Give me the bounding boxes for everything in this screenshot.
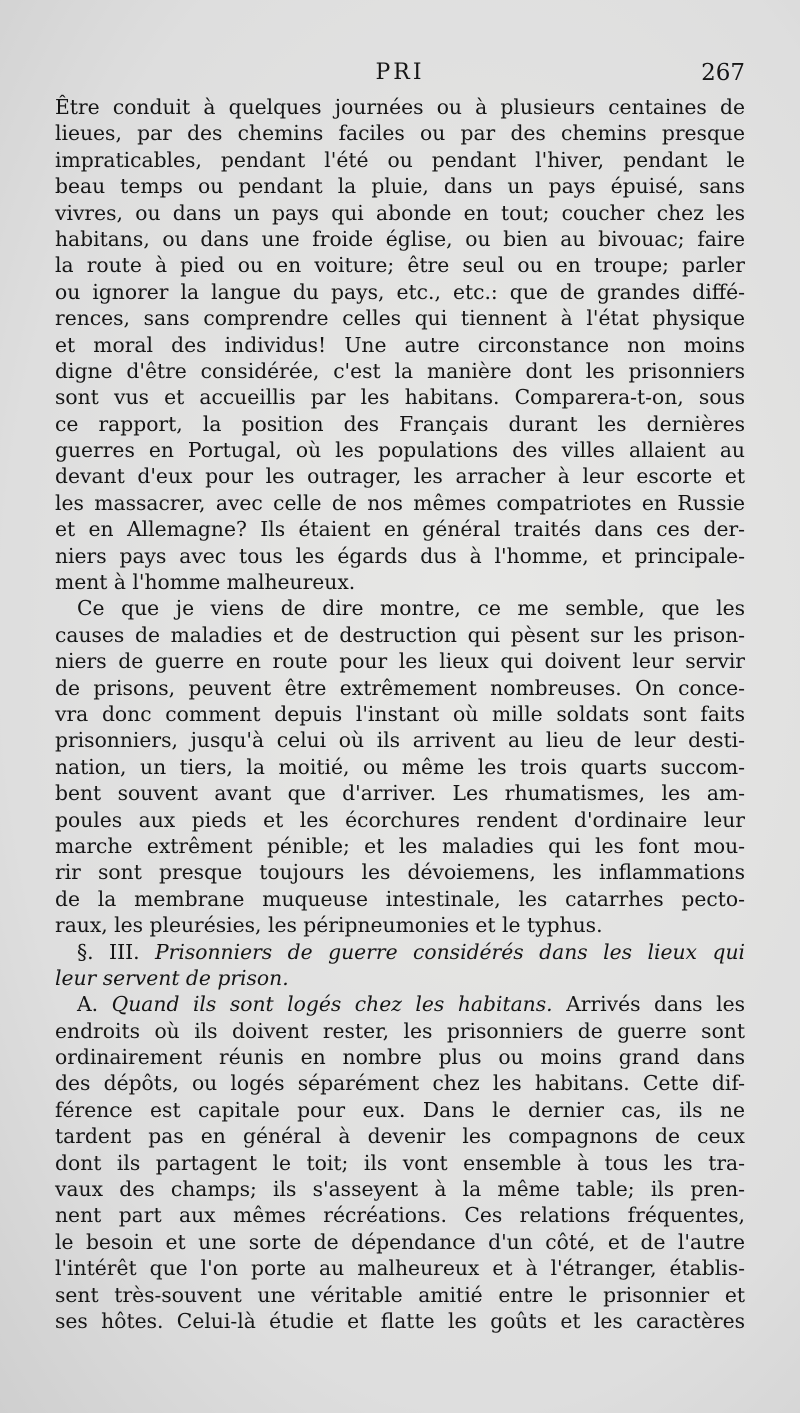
section-title: Prisonniers de guerre considérés dans les lieux qui <box>155 939 746 964</box>
text-line: beau temps ou pendant la pluie, dans un pays épuisé, sans <box>55 174 745 199</box>
text-line: ses hôtes. Celui-là étudie et flatte les goûts et les caractères <box>55 1308 745 1333</box>
text-line: raux, les pleurésies, les péripneumonies et le typhus. <box>55 913 603 938</box>
subsection-label: A. <box>77 992 99 1017</box>
text-line: devant d'eux pour les outrager, les arracher à leur escorte et <box>55 464 745 489</box>
text-line: endroits où ils doivent rester, les prisonniers de guerre sont <box>55 1018 745 1043</box>
text-line: la route à pied ou en voiture; être seul ou en troupe; parler <box>55 253 745 278</box>
text-line: tardent pas en général à devenir les compagnons de ceux <box>55 1124 745 1149</box>
text-line: de la membrane muqueuse intestinale, les catarrhes pecto- <box>55 886 745 911</box>
paragraph-1 <box>55 94 745 595</box>
text-line: rences, sans comprendre celles qui tiennent à l'état physique <box>55 306 745 331</box>
text-line: nent part aux mêmes récréations. Ces relations fréquentes, <box>55 1203 745 1228</box>
text-line: marche extrêment pénible; et les maladies qui les font mou- <box>55 833 745 858</box>
section-number: §. III. <box>77 939 140 964</box>
text-line: niers de guerre en route pour les lieux qui doivent leur servir <box>55 649 745 674</box>
text-line: ordinairement réunis en nombre plus ou moins grand dans <box>55 1045 745 1070</box>
text-line: vivres, ou dans un pays qui abonde en tout; coucher chez les <box>55 200 745 225</box>
text-line: habitans, ou dans une froide église, ou bien au bivouac; faire <box>55 226 745 251</box>
text-line: vra donc comment depuis l'instant où mille soldats sont faits <box>55 701 745 726</box>
text-line: rir sont presque toujours les dévoiemens, les inflammations <box>55 860 745 885</box>
text-line: causes de maladies et de destruction qui pèsent sur les prison- <box>55 622 745 647</box>
text-line: le besoin et une sorte de dépendance d'un côté, et de l'autre <box>55 1229 745 1254</box>
text-line: férence est capitale pour eux. Dans le dernier cas, ils ne <box>55 1097 745 1122</box>
body-text <box>55 94 745 1334</box>
text-line: et en Allemagne? Ils étaient en général traités dans ces der- <box>55 517 745 542</box>
text-line: digne d'être considérée, c'est la manière dont les prisonniers <box>55 358 745 383</box>
text-line: sent très-souvent une véritable amitié entre le prisonnier et <box>55 1282 745 1307</box>
text-line: lieues, par des chemins faciles ou par des chemins presque <box>55 121 745 146</box>
text-line: l'intérêt que l'on porte au malheureux et à l'étranger, établis- <box>55 1256 745 1281</box>
text-line: sont vus et accueillis par les habitans. Comparera-t-on, sous <box>55 385 745 410</box>
page-number: 267 <box>701 60 745 86</box>
running-title: PRI <box>375 60 425 85</box>
text-line: des dépôts, ou logés séparément chez les habitans. Cette dif- <box>55 1071 745 1096</box>
text-line: dont ils partagent le toit; ils vont ensemble à tous les tra- <box>55 1150 745 1175</box>
running-head <box>55 60 745 94</box>
text-line: poules aux pieds et les écorchures rendent d'ordinaire leur <box>55 807 745 832</box>
section-heading-line <box>55 939 745 965</box>
text-line: niers pays avec tous les égards dus à l'homme, et principale- <box>55 543 745 568</box>
text-line: bent souvent avant que d'arriver. Les rhumatismes, les am- <box>55 781 745 806</box>
section-heading <box>55 939 745 992</box>
text-line: nation, un tiers, la moitié, ou même les trois quarts succom- <box>55 754 745 779</box>
text-line: et moral des individus! Une autre circonstance non moins <box>55 332 745 357</box>
text-line: prisonniers, jusqu'à celui où ils arrivent au lieu de leur desti- <box>55 728 745 753</box>
text-line: ou ignorer la langue du pays, etc., etc.: que de grandes diffé- <box>55 279 745 304</box>
text-line: guerres en Portugal, où les populations des villes allaient au <box>55 438 745 463</box>
text-line: de prisons, peuvent être extrêmement nombreuses. On conce- <box>55 675 745 700</box>
section-title: leur servent de prison. <box>55 965 289 990</box>
text-line: Ce que je viens de dire montre, ce me semble, que les <box>77 596 745 621</box>
paragraph-3 <box>55 991 745 1334</box>
text-line: Être conduit à quelques journées ou à plusieurs centaines de <box>55 95 745 119</box>
text-line: ce rapport, la position des Français durant les dernières <box>55 411 745 436</box>
text-line <box>55 991 745 1017</box>
text-line: ment à l'homme malheureux. <box>55 570 356 595</box>
text-line: impraticables, pendant l'été ou pendant l'hiver, pendant le <box>55 147 745 172</box>
text-line-fragment: Arrivés dans les <box>566 992 745 1017</box>
section-heading-line <box>55 965 745 991</box>
text-line: les massacrer, avec celle de nos mêmes compatriotes en Russie <box>55 490 745 515</box>
paragraph-2 <box>55 595 745 938</box>
subsection-title: Quand ils sont logés chez les habitans. <box>111 992 553 1017</box>
text-line: vaux des champs; ils s'asseyent à la même table; ils pren- <box>55 1177 745 1202</box>
